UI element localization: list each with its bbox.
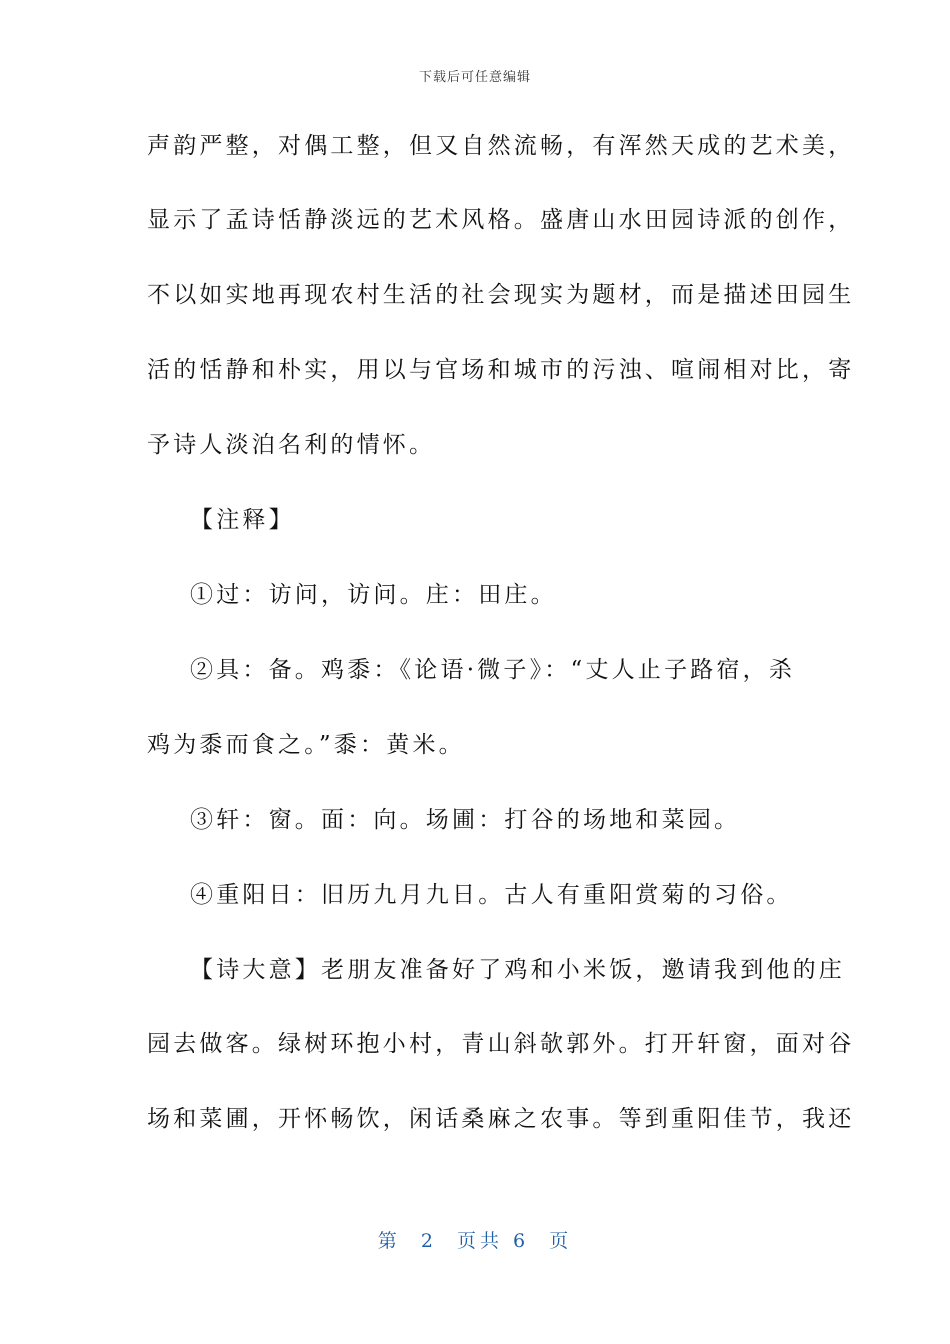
text-line: 予诗人淡泊名利的情怀。 (147, 432, 436, 458)
section-heading-meaning: 【诗大意】老朋友准备好了鸡和小米饭，邀请我到他的庄 (190, 957, 845, 983)
text-line: 活的恬静和朴实，用以与官场和城市的污浊、喧闹相对比，寄 (147, 357, 855, 383)
page-number-footer: 第 2 页共 6 页 (377, 1230, 573, 1252)
note-item: ①过：访问，访问。庄：田庄。 (190, 582, 557, 608)
text-line: 园去做客。绿树环抱小村，青山斜欹郭外。打开轩窗，面对谷 (147, 1031, 855, 1057)
note-item: ②具：备。鸡黍：《论语·微子》：“丈人止子路宿，杀 (190, 657, 796, 683)
text-line: 场和菜圃，开怀畅饮，闲话桑麻之农事。等到重阳佳节，我还 (147, 1106, 855, 1132)
text-line: 不以如实地再现农村生活的社会现实为题材，而是描述田园生 (147, 282, 855, 308)
text-line: 声韵严整，对偶工整，但又自然流畅，有浑然天成的艺术美， (147, 133, 855, 159)
text-line: 鸡为黍而食之。”黍：黄米。 (147, 732, 465, 758)
note-item: ③轩：窗。面：向。场圃：打谷的场地和菜园。 (190, 807, 741, 833)
page-header: 下载后可任意编辑 (418, 70, 531, 85)
text-line: 显示了孟诗恬静淡远的艺术风格。盛唐山水田园诗派的创作， (147, 207, 855, 233)
note-item: ④重阳日：旧历九月九日。古人有重阳赏菊的习俗。 (190, 882, 793, 908)
section-heading-notes: 【注释】 (190, 507, 295, 533)
